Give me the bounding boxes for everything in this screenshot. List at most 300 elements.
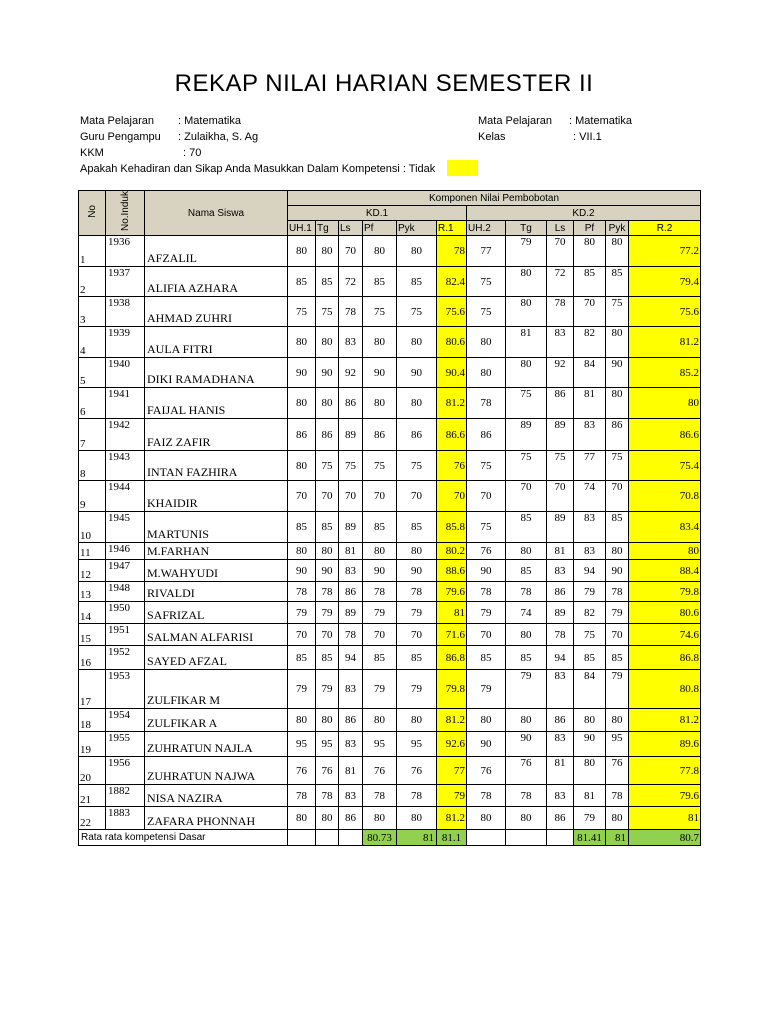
cell-r2: 89.6 [629, 732, 701, 757]
cell-uh2: 70 [467, 481, 506, 512]
row-nama: FAIZ ZAFIR [145, 419, 288, 451]
cell-r1: 81.2 [437, 709, 467, 732]
cell-tg1: 80 [316, 709, 339, 732]
cell-pf1: 75 [363, 451, 397, 481]
kehadiran-question: Apakah Kehadiran dan Sikap Anda Masukkan Dalam Kompetensi : Tidak [80, 163, 436, 175]
cell-pf2: 75 [574, 624, 606, 646]
cell-ls1: 86 [339, 709, 363, 732]
cell-pyk2: 80 [606, 709, 629, 732]
cell-pyk1: 80 [397, 327, 437, 358]
header-uh1: UH.1 [288, 221, 316, 236]
table-row [79, 602, 701, 624]
cell-r2: 77.8 [629, 757, 701, 785]
cell-tg2: 80 [506, 297, 547, 327]
row-no-induk: 1947 [106, 560, 145, 582]
row-no-induk: 1938 [106, 297, 145, 327]
cell-ls2: 78 [547, 624, 574, 646]
cell-uh1: 80 [288, 543, 316, 560]
avg-empty [506, 830, 547, 846]
cell-ls2: 78 [547, 297, 574, 327]
cell-uh2: 79 [467, 602, 506, 624]
cell-uh2: 75 [467, 451, 506, 481]
cell-ls1: 75 [339, 451, 363, 481]
cell-ls1: 78 [339, 297, 363, 327]
row-no-induk: 1944 [106, 481, 145, 512]
row-no: 19 [79, 732, 106, 757]
mapel2-value: : Matematika [569, 115, 632, 127]
cell-r2: 70.8 [629, 481, 701, 512]
cell-r2: 86.6 [629, 419, 701, 451]
cell-pyk2: 79 [606, 602, 629, 624]
cell-pyk1: 85 [397, 512, 437, 543]
cell-ls1: 70 [339, 481, 363, 512]
cell-pyk2: 80 [606, 543, 629, 560]
cell-tg1: 70 [316, 624, 339, 646]
cell-uh1: 85 [288, 512, 316, 543]
cell-tg1: 79 [316, 602, 339, 624]
header-kd1: KD.1 [288, 206, 467, 221]
header-r1: R.1 [437, 221, 467, 236]
row-no: 2 [79, 267, 106, 297]
average-label: Rata rata kompetensi Dasar [79, 830, 288, 846]
cell-tg1: 80 [316, 327, 339, 358]
cell-r2: 80 [629, 543, 701, 560]
cell-uh1: 70 [288, 481, 316, 512]
cell-r1: 79.8 [437, 670, 467, 709]
cell-tg1: 95 [316, 732, 339, 757]
cell-r2: 83.4 [629, 512, 701, 543]
cell-r2: 77.2 [629, 236, 701, 267]
cell-r2: 81.2 [629, 327, 701, 358]
cell-pyk1: 75 [397, 451, 437, 481]
cell-pyk2: 95 [606, 732, 629, 757]
row-no-induk: 1936 [106, 236, 145, 267]
cell-pyk2: 79 [606, 670, 629, 709]
row-nama: DIKI RAMADHANA [145, 358, 288, 388]
cell-uh2: 76 [467, 757, 506, 785]
cell-tg2: 80 [506, 709, 547, 732]
row-nama: ZULFIKAR M [145, 670, 288, 709]
table-row [79, 560, 701, 582]
cell-pf1: 78 [363, 582, 397, 602]
cell-r1: 86.6 [437, 419, 467, 451]
cell-pf2: 83 [574, 543, 606, 560]
cell-ls1: 70 [339, 236, 363, 267]
cell-r2: 85.2 [629, 358, 701, 388]
cell-uh2: 78 [467, 388, 506, 419]
cell-uh2: 90 [467, 732, 506, 757]
row-nama: MARTUNIS [145, 512, 288, 543]
cell-uh2: 70 [467, 624, 506, 646]
cell-r1: 79 [437, 785, 467, 807]
cell-pf1: 79 [363, 602, 397, 624]
cell-pf1: 79 [363, 670, 397, 709]
cell-ls2: 86 [547, 807, 574, 830]
cell-pf1: 85 [363, 646, 397, 670]
cell-tg2: 81 [506, 327, 547, 358]
cell-r1: 79.6 [437, 582, 467, 602]
row-no-induk: 1940 [106, 358, 145, 388]
header-ls2: Ls [547, 221, 574, 236]
cell-pf2: 82 [574, 327, 606, 358]
cell-r1: 78 [437, 236, 467, 267]
answer-highlight [447, 160, 478, 176]
row-no-induk: 1946 [106, 543, 145, 560]
cell-uh2: 86 [467, 419, 506, 451]
cell-pyk2: 85 [606, 267, 629, 297]
cell-tg1: 78 [316, 785, 339, 807]
row-no: 14 [79, 602, 106, 624]
cell-ls2: 86 [547, 388, 574, 419]
cell-uh2: 80 [467, 807, 506, 830]
cell-tg2: 85 [506, 646, 547, 670]
cell-ls1: 78 [339, 624, 363, 646]
row-nama: SAYED AFZAL [145, 646, 288, 670]
cell-pf1: 80 [363, 807, 397, 830]
cell-r2: 88.4 [629, 560, 701, 582]
mapel2-label: Mata Pelajaran [478, 115, 552, 127]
cell-pyk1: 76 [397, 757, 437, 785]
table-row [79, 646, 701, 670]
cell-ls1: 89 [339, 512, 363, 543]
cell-uh1: 79 [288, 670, 316, 709]
cell-ls2: 89 [547, 512, 574, 543]
cell-ls2: 83 [547, 670, 574, 709]
cell-tg1: 85 [316, 512, 339, 543]
cell-uh1: 78 [288, 582, 316, 602]
cell-pf1: 70 [363, 481, 397, 512]
cell-r1: 82.4 [437, 267, 467, 297]
cell-pyk1: 95 [397, 732, 437, 757]
row-no: 6 [79, 388, 106, 419]
cell-ls2: 83 [547, 732, 574, 757]
cell-pf1: 85 [363, 267, 397, 297]
cell-uh1: 76 [288, 757, 316, 785]
page-title: REKAP NILAI HARIAN SEMESTER II [174, 70, 594, 97]
cell-tg1: 80 [316, 236, 339, 267]
cell-r2: 75.4 [629, 451, 701, 481]
row-no: 4 [79, 327, 106, 358]
cell-tg2: 80 [506, 807, 547, 830]
row-no: 10 [79, 512, 106, 543]
cell-pf2: 83 [574, 419, 606, 451]
row-nama: ZULFIKAR A [145, 709, 288, 732]
cell-tg1: 80 [316, 543, 339, 560]
cell-r1: 71.6 [437, 624, 467, 646]
cell-r2: 80.6 [629, 602, 701, 624]
row-nama: INTAN FAZHIRA [145, 451, 288, 481]
row-nama: SAFRIZAL [145, 602, 288, 624]
cell-pf1: 80 [363, 236, 397, 267]
row-no-induk: 1945 [106, 512, 145, 543]
cell-pyk2: 70 [606, 481, 629, 512]
cell-pyk2: 80 [606, 807, 629, 830]
cell-ls1: 81 [339, 543, 363, 560]
avg-empty [547, 830, 574, 846]
cell-pf2: 74 [574, 481, 606, 512]
table-row [79, 757, 701, 785]
row-nama: AHMAD ZUHRI [145, 297, 288, 327]
row-no: 15 [79, 624, 106, 646]
cell-tg2: 74 [506, 602, 547, 624]
cell-uh1: 80 [288, 388, 316, 419]
cell-ls2: 72 [547, 267, 574, 297]
cell-pyk1: 80 [397, 709, 437, 732]
row-nama: FAIJAL HANIS [145, 388, 288, 419]
cell-pf2: 80 [574, 757, 606, 785]
cell-uh1: 78 [288, 785, 316, 807]
cell-pyk1: 79 [397, 602, 437, 624]
cell-ls2: 89 [547, 602, 574, 624]
cell-pyk2: 75 [606, 297, 629, 327]
cell-uh2: 85 [467, 646, 506, 670]
cell-uh1: 95 [288, 732, 316, 757]
table-row [79, 297, 701, 327]
cell-uh2: 78 [467, 785, 506, 807]
cell-tg1: 70 [316, 481, 339, 512]
row-no: 3 [79, 297, 106, 327]
cell-ls2: 81 [547, 543, 574, 560]
cell-ls1: 94 [339, 646, 363, 670]
cell-uh1: 80 [288, 807, 316, 830]
table-row [79, 419, 701, 451]
cell-r1: 81.2 [437, 388, 467, 419]
row-no: 12 [79, 560, 106, 582]
table-row [79, 709, 701, 732]
header-ls1: Ls [339, 221, 363, 236]
table-row [79, 732, 701, 757]
cell-r2: 86.8 [629, 646, 701, 670]
row-no: 22 [79, 807, 106, 830]
cell-pf1: 75 [363, 297, 397, 327]
cell-ls1: 89 [339, 602, 363, 624]
cell-r2: 80 [629, 388, 701, 419]
cell-pyk1: 70 [397, 481, 437, 512]
row-no: 21 [79, 785, 106, 807]
cell-ls1: 86 [339, 582, 363, 602]
cell-pf2: 79 [574, 807, 606, 830]
cell-ls1: 83 [339, 560, 363, 582]
cell-pf2: 83 [574, 512, 606, 543]
row-no-induk: 1942 [106, 419, 145, 451]
table-row [79, 624, 701, 646]
table-row [79, 236, 701, 267]
header-pf1: Pf [363, 221, 397, 236]
cell-pyk1: 90 [397, 358, 437, 388]
cell-pyk2: 70 [606, 624, 629, 646]
row-no-induk: 1948 [106, 582, 145, 602]
cell-pyk2: 78 [606, 785, 629, 807]
row-no-induk: 1954 [106, 709, 145, 732]
row-no-induk: 1956 [106, 757, 145, 785]
row-no-induk: 1951 [106, 624, 145, 646]
cell-pyk1: 86 [397, 419, 437, 451]
cell-pyk1: 75 [397, 297, 437, 327]
row-no-induk: 1937 [106, 267, 145, 297]
grade-table [78, 190, 701, 846]
row-no: 11 [79, 543, 106, 560]
cell-pf2: 80 [574, 236, 606, 267]
mapel-value: : Matematika [178, 115, 241, 127]
cell-tg2: 75 [506, 451, 547, 481]
row-no-induk: 1953 [106, 670, 145, 709]
row-no: 13 [79, 582, 106, 602]
cell-ls1: 83 [339, 327, 363, 358]
row-nama: ZUHRATUN NAJWA [145, 757, 288, 785]
cell-tg2: 80 [506, 358, 547, 388]
cell-pyk2: 78 [606, 582, 629, 602]
avg-empty [316, 830, 339, 846]
cell-tg2: 79 [506, 670, 547, 709]
cell-ls1: 83 [339, 670, 363, 709]
cell-pf1: 76 [363, 757, 397, 785]
cell-r1: 81 [437, 602, 467, 624]
cell-pf1: 85 [363, 512, 397, 543]
cell-uh1: 85 [288, 267, 316, 297]
table-row [79, 388, 701, 419]
cell-pf2: 85 [574, 267, 606, 297]
cell-pyk1: 70 [397, 624, 437, 646]
cell-pyk2: 86 [606, 419, 629, 451]
cell-pf1: 90 [363, 358, 397, 388]
row-no-induk: 1883 [106, 807, 145, 830]
header-uh2: UH.2 [467, 221, 506, 236]
cell-uh2: 75 [467, 297, 506, 327]
cell-pyk2: 90 [606, 560, 629, 582]
cell-uh1: 80 [288, 236, 316, 267]
cell-uh1: 79 [288, 602, 316, 624]
cell-r2: 81.2 [629, 709, 701, 732]
cell-pyk1: 85 [397, 646, 437, 670]
header-tg2: Tg [506, 221, 547, 236]
cell-tg2: 76 [506, 757, 547, 785]
cell-r1: 75.6 [437, 297, 467, 327]
cell-pyk1: 80 [397, 236, 437, 267]
cell-uh1: 86 [288, 419, 316, 451]
cell-r2: 81 [629, 807, 701, 830]
table-row [79, 358, 701, 388]
row-nama: ZAFARA PHONNAH [145, 807, 288, 830]
cell-pyk2: 80 [606, 236, 629, 267]
cell-pf2: 94 [574, 560, 606, 582]
table-row [79, 670, 701, 709]
cell-ls1: 92 [339, 358, 363, 388]
row-nama: AFZALIL [145, 236, 288, 267]
row-no-induk: 1952 [106, 646, 145, 670]
cell-r2: 80.8 [629, 670, 701, 709]
cell-uh2: 75 [467, 512, 506, 543]
cell-pyk1: 79 [397, 670, 437, 709]
cell-ls2: 94 [547, 646, 574, 670]
header-tg1: Tg [316, 221, 339, 236]
cell-tg1: 80 [316, 807, 339, 830]
cell-uh1: 70 [288, 624, 316, 646]
row-no: 7 [79, 419, 106, 451]
kkm-value: : 70 [183, 147, 202, 159]
cell-tg2: 80 [506, 267, 547, 297]
cell-pf2: 80 [574, 709, 606, 732]
cell-r1: 80.2 [437, 543, 467, 560]
cell-uh2: 79 [467, 670, 506, 709]
table-row [79, 807, 701, 830]
cell-uh1: 80 [288, 709, 316, 732]
cell-tg2: 78 [506, 582, 547, 602]
row-no: 9 [79, 481, 106, 512]
cell-tg1: 85 [316, 646, 339, 670]
cell-pf2: 84 [574, 358, 606, 388]
cell-tg2: 70 [506, 481, 547, 512]
row-no-induk: 1955 [106, 732, 145, 757]
cell-pyk2: 80 [606, 327, 629, 358]
table-row [79, 543, 701, 560]
kelas-label: Kelas [478, 131, 506, 143]
guru-value: : Zulaikha, S. Ag [178, 131, 259, 143]
cell-tg1: 78 [316, 582, 339, 602]
cell-ls1: 83 [339, 785, 363, 807]
cell-tg1: 86 [316, 419, 339, 451]
mapel-label: Mata Pelajaran [80, 115, 154, 127]
table-row [79, 512, 701, 543]
cell-r2: 79.6 [629, 785, 701, 807]
cell-pyk2: 85 [606, 512, 629, 543]
cell-pf1: 80 [363, 543, 397, 560]
header-pf2: Pf [574, 221, 606, 236]
cell-tg2: 80 [506, 543, 547, 560]
avg-pf2: 81.41 [574, 830, 606, 846]
cell-pyk2: 85 [606, 646, 629, 670]
cell-pf1: 80 [363, 709, 397, 732]
cell-pyk1: 78 [397, 582, 437, 602]
cell-ls1: 83 [339, 732, 363, 757]
cell-pyk2: 80 [606, 388, 629, 419]
row-no: 5 [79, 358, 106, 388]
table-row [79, 451, 701, 481]
cell-tg2: 85 [506, 560, 547, 582]
row-no-induk: 1950 [106, 602, 145, 624]
cell-uh2: 76 [467, 543, 506, 560]
cell-pf1: 70 [363, 624, 397, 646]
cell-uh1: 80 [288, 451, 316, 481]
cell-pyk2: 90 [606, 358, 629, 388]
cell-tg2: 78 [506, 785, 547, 807]
cell-pf2: 77 [574, 451, 606, 481]
cell-tg2: 75 [506, 388, 547, 419]
avg-r2: 80.7 [629, 830, 701, 846]
cell-ls1: 72 [339, 267, 363, 297]
cell-tg1: 85 [316, 267, 339, 297]
table-row [79, 481, 701, 512]
cell-pf2: 82 [574, 602, 606, 624]
cell-pyk2: 76 [606, 757, 629, 785]
cell-pf2: 84 [574, 670, 606, 709]
row-no: 8 [79, 451, 106, 481]
cell-ls2: 92 [547, 358, 574, 388]
cell-r2: 75.6 [629, 297, 701, 327]
row-nama: M.WAHYUDI [145, 560, 288, 582]
cell-uh1: 80 [288, 327, 316, 358]
row-no: 16 [79, 646, 106, 670]
cell-ls2: 75 [547, 451, 574, 481]
cell-pf2: 70 [574, 297, 606, 327]
cell-ls2: 86 [547, 709, 574, 732]
cell-pyk1: 80 [397, 807, 437, 830]
cell-tg2: 80 [506, 624, 547, 646]
header-r2: R.2 [629, 221, 701, 236]
cell-tg1: 90 [316, 358, 339, 388]
header-no-induk: No.Induk [106, 191, 145, 236]
cell-pyk1: 90 [397, 560, 437, 582]
cell-ls1: 89 [339, 419, 363, 451]
